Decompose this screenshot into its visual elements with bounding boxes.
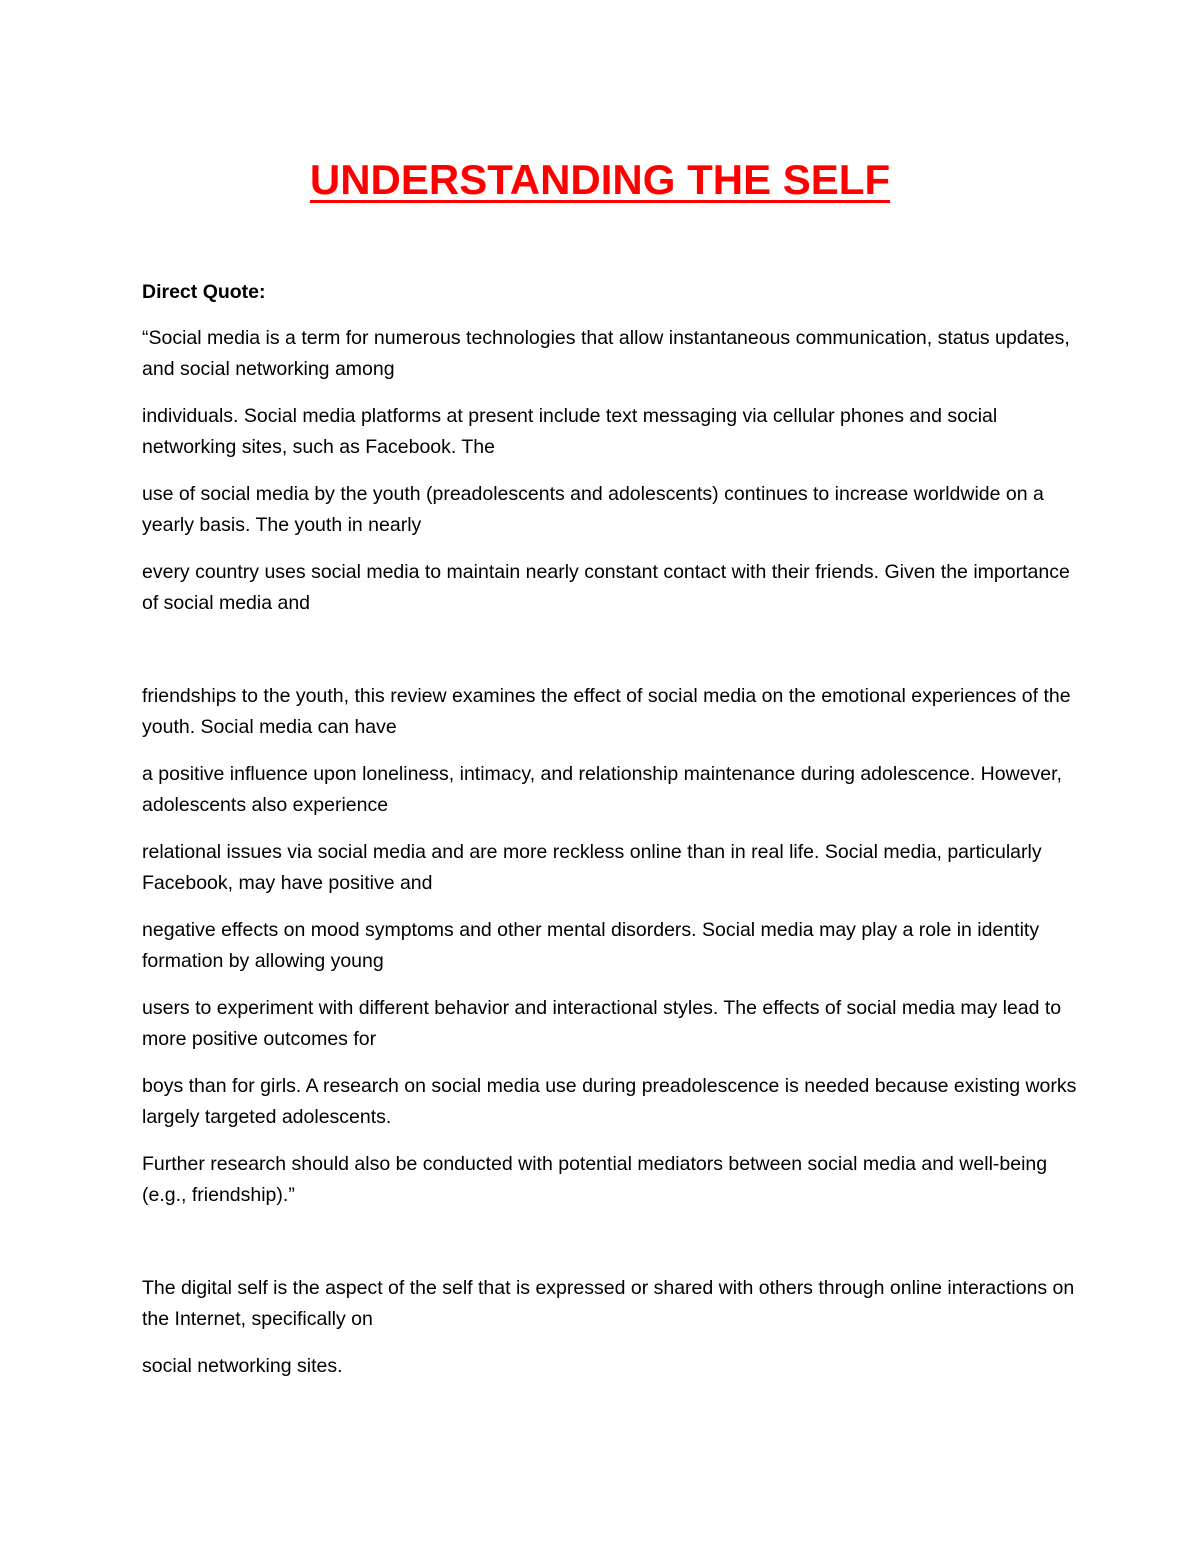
document-body: [142, 277, 1077, 1398]
paragraph: relational issues via social media and are more reckless online than in real life. Social media, particularly Facebook, may have positive and: [142, 841, 1042, 894]
direct-quote-label: Direct Quote:: [142, 281, 266, 303]
spacer: [142, 635, 1077, 681]
paragraph: The digital self is the aspect of the self that is expressed or shared with others through online interactions on the Internet, specifically on: [142, 1277, 1075, 1330]
paragraph: a positive influence upon loneliness, intimacy, and relationship maintenance during adolescence. However, adolescents also experience: [142, 763, 1062, 816]
paragraph: social networking sites.: [142, 1355, 343, 1377]
paragraph: every country uses social media to maintain nearly constant contact with their friends. Given the importance of social media and: [142, 561, 1070, 614]
paragraph: “Social media is a term for numerous technologies that allow instantaneous communication, status updates, and social networking among: [142, 327, 1070, 380]
spacer: [142, 1227, 1077, 1273]
paragraph: friendships to the youth, this review examines the effect of social media on the emotional experiences of the youth. Social media can have: [142, 685, 1071, 738]
paragraph: Further research should also be conducted with potential mediators between social media and well-being (e.g., friendship).”: [142, 1153, 1048, 1206]
paragraph: negative effects on mood symptoms and other mental disorders. Social media may play a role in identity formation by allowing young: [142, 919, 1040, 972]
paragraph: boys than for girls. A research on social media use during preadolescence is needed because existing works largely targeted adolescents.: [142, 1075, 1077, 1128]
paragraph: users to experiment with different behavior and interactional styles. The effects of social media may lead to more positive outcomes for: [142, 997, 1062, 1050]
paragraph: individuals. Social media platforms at present include text messaging via cellular phones and social networking sites, such as Facebook. The: [142, 405, 998, 458]
document-title: UNDERSTANDING THE SELF: [309, 156, 891, 203]
paragraph: use of social media by the youth (preadolescents and adolescents) continues to increase worldwide on a yearly basis. The youth in nearly: [142, 483, 1044, 536]
